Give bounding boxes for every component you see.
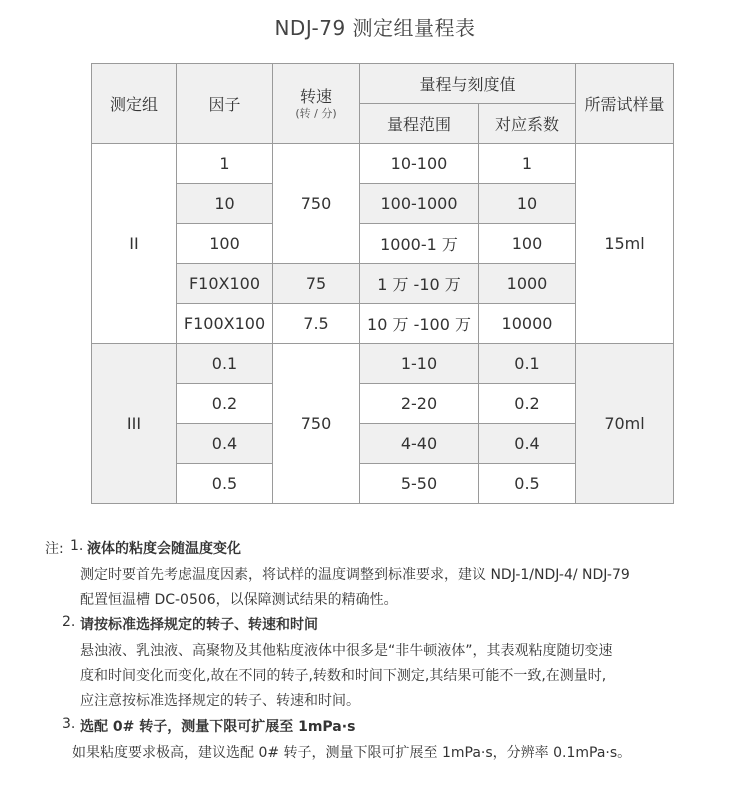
coef-cell: 1 [479, 144, 576, 184]
coef-cell: 1000 [479, 264, 576, 304]
coef-cell: 0.4 [479, 424, 576, 464]
coef-cell: 100 [479, 224, 576, 264]
range-table [91, 63, 674, 504]
coef-cell: 10000 [479, 304, 576, 344]
speed-cell: 750 [273, 144, 360, 264]
group-ii-sample: 15ml [576, 144, 674, 344]
table-row [92, 344, 674, 384]
header-range-scale: 量程与刻度值 [360, 64, 576, 104]
range-cell: 1 万 -10 万 [360, 264, 479, 304]
factor-cell: 0.5 [177, 464, 273, 504]
coef-cell: 0.2 [479, 384, 576, 424]
coef-cell: 0.1 [479, 344, 576, 384]
header-range: 量程范围 [360, 104, 479, 144]
group-iii-sample: 70ml [576, 344, 674, 504]
note-2-number: 2. [62, 614, 76, 630]
range-cell: 4-40 [360, 424, 479, 464]
range-cell: 2-20 [360, 384, 479, 424]
range-cell: 1-10 [360, 344, 479, 384]
table-row [92, 144, 674, 184]
note-2-line: 应注意按标准选择规定的转子、转速和时间。 [80, 693, 360, 709]
factor-cell: 0.2 [177, 384, 273, 424]
note-3-heading: 选配 0# 转子，测量下限可扩展至 1mPa·s [80, 719, 356, 735]
note-2-line: 度和时间变化而变化,故在不同的转子,转数和时间下测定,其结果可能不一致,在测量时, [80, 668, 607, 684]
factor-cell: 1 [177, 144, 273, 184]
range-cell: 10-100 [360, 144, 479, 184]
header-sample: 所需试样量 [576, 64, 674, 144]
group-ii-name: II [92, 144, 177, 344]
table-header-row [92, 64, 674, 104]
factor-cell: 0.4 [177, 424, 273, 464]
note-3-line: 如果粘度要求极高，建议选配 0# 转子，测量下限可扩展至 1mPa·s，分辨率 0.1mPa·s。 [72, 745, 632, 761]
group-iii-name: III [92, 344, 177, 504]
speed-cell: 750 [273, 344, 360, 504]
header-group: 测定组 [92, 64, 177, 144]
header-speed-label: 转速 [299, 87, 332, 106]
range-cell: 100-1000 [360, 184, 479, 224]
header-coef: 对应系数 [479, 104, 576, 144]
factor-cell: 0.1 [177, 344, 273, 384]
header-speed-unit: (转 / 分) [295, 107, 337, 120]
header-factor: 因子 [177, 64, 273, 144]
note-1-line: 测定时要首先考虑温度因素，将试样的温度调整到标准要求，建议 NDJ-1/NDJ-4/ NDJ-79 [80, 567, 630, 583]
coef-cell: 0.5 [479, 464, 576, 504]
speed-cell: 75 [273, 264, 360, 304]
factor-cell: F100X100 [177, 304, 273, 344]
range-cell: 1000-1 万 [360, 224, 479, 264]
factor-cell: 10 [177, 184, 273, 224]
range-cell: 10 万 -100 万 [360, 304, 479, 344]
header-speed [273, 64, 360, 144]
factor-cell: F10X100 [177, 264, 273, 304]
note-2-heading: 请按标准选择规定的转子、转速和时间 [80, 617, 318, 633]
factor-cell: 100 [177, 224, 273, 264]
note-1-number: 1. [70, 538, 84, 554]
note-2-line: 悬浊液、乳浊液、高聚物及其他粘度液体中很多是“非牛顿液体”，其表观粘度随切变速 [80, 643, 613, 659]
page-title: NDJ-79 测定组量程表 [274, 16, 476, 40]
note-1-line: 配置恒温槽 DC-0506，以保障测试结果的精确性。 [80, 592, 398, 608]
speed-cell: 7.5 [273, 304, 360, 344]
note-1-heading: 液体的粘度会随温度变化 [87, 541, 241, 557]
notes-prefix: 注: [45, 541, 64, 557]
coef-cell: 10 [479, 184, 576, 224]
note-3-number: 3. [62, 716, 76, 732]
range-cell: 5-50 [360, 464, 479, 504]
